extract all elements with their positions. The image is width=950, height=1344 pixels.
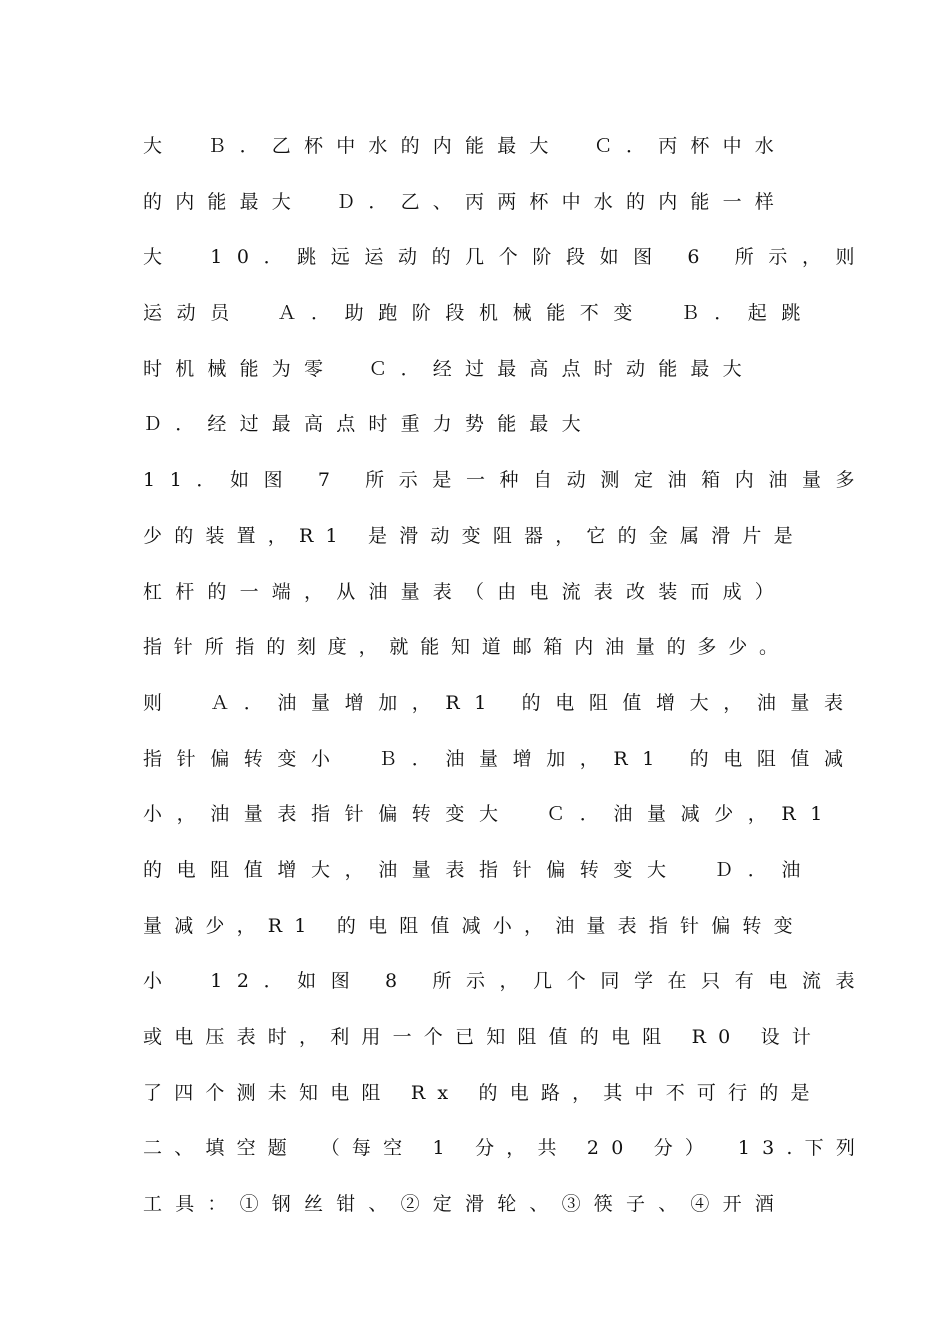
text-line: 的电阻值增大，油量表指针偏转变大 Ｄ．油 — [143, 858, 816, 881]
text-line: 小，油量表指针偏转变大 Ｃ．油量减少，R1 — [143, 803, 837, 826]
text-line: 的内能最大 Ｄ．乙、丙两杯中水的内能一样 — [143, 190, 788, 213]
text-line: Ｄ．经过最高点时重力势能最大 — [143, 413, 594, 436]
text-line: 工具：①钢丝钳、②定滑轮、③筷子、④开酒 — [143, 1193, 788, 1216]
text-line: 杠杆的一端，从油量表（由电流表改装而成） — [143, 580, 788, 603]
text-line: 时机械能为零 Ｃ．经过最高点时动能最大 — [143, 357, 755, 380]
text-line: 小 12．如图 8 所示，几个同学在只有电流表 — [143, 970, 870, 993]
text-line: 运动员 Ａ．助跑阶段机械能不变 Ｂ．起跳 — [143, 302, 816, 325]
text-line: 指针所指的刻度，就能知道邮箱内油量的多少。 — [143, 636, 790, 659]
text-line: 了四个测未知电阻 Rx 的电路，其中不可行的是 — [143, 1081, 822, 1104]
text-line: 量减少，R1 的电阻值减小，油量表指针偏转变 — [143, 914, 805, 937]
text-line: 大 10．跳远运动的几个阶段如图 6 所示，则 — [143, 246, 870, 269]
text-line: 指针偏转变小 Ｂ．油量增加，R1 的电阻值减 — [143, 747, 858, 770]
text-line: 少的装置，R1 是滑动变阻器，它的金属滑片是 — [143, 524, 805, 547]
text-line: 二、填空题 （每空 1 分，共 20 分） 13.下列 — [143, 1137, 868, 1160]
text-line: 大 Ｂ．乙杯中水的内能最大 Ｃ．丙杯中水 — [143, 135, 788, 157]
text-line: 则 Ａ．油量增加，R1 的电阻值增大，油量表 — [143, 691, 858, 714]
text-line: 或电压表时，利用一个已知阻值的电阻 R0 设计 — [143, 1026, 824, 1048]
text-line: 11．如图 7 所示是一种自动测定油箱内油量多 — [143, 469, 870, 492]
document-body — [143, 126, 870, 1240]
